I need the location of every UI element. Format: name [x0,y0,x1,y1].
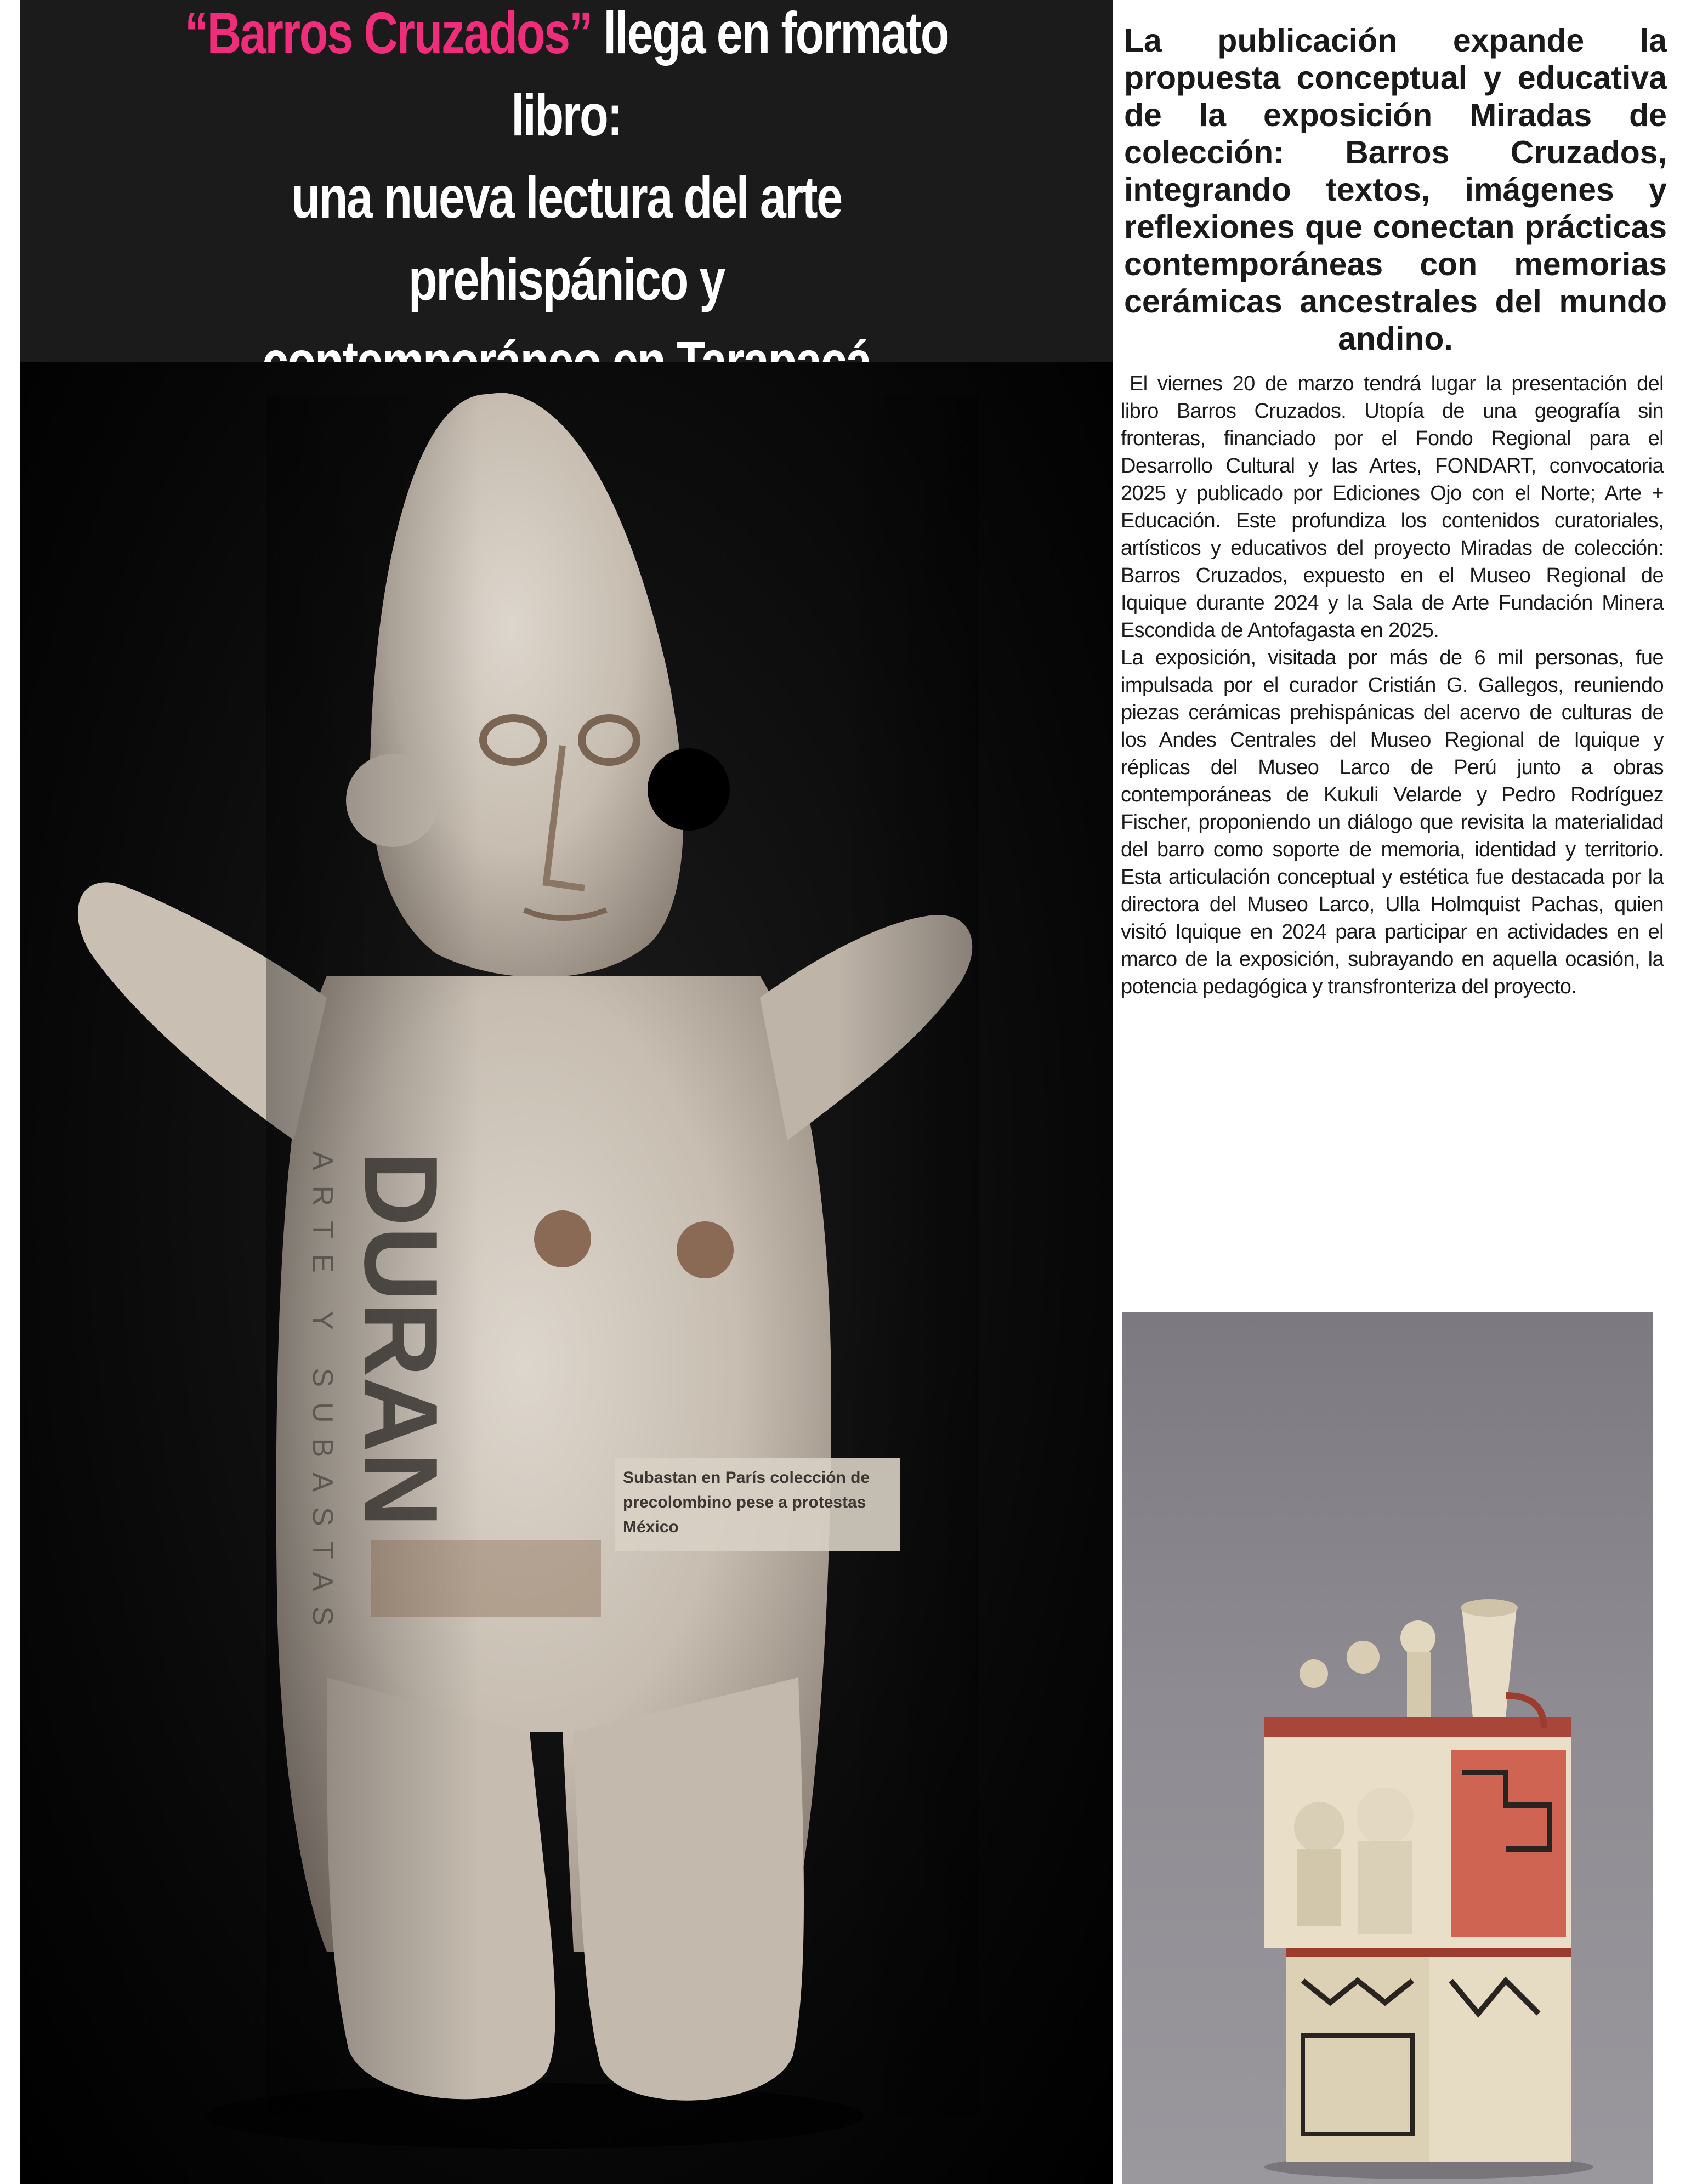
vessel-figure-2 [1357,1788,1414,1845]
vessel-spout-rim [1461,1599,1518,1617]
ceramic-figure-illustration [20,362,1113,2184]
vessel-figure-1 [1294,1802,1344,1852]
sculpture-clipping [615,1458,900,1551]
secondary-photo [1122,1312,1653,2184]
body-paragraph-2: La exposición, visitada por más de 6 mil personas, fue impulsada por el curador Cristián G. Gallegos, reuniendo piezas cerámicas prehispánicas del acervo de culturas de los Andes Centrales del Museo Regional de Iquique y réplicas del Museo Larco de Perú junto a obras contemporáneas de Kukuli Velarde y Pedro Rodríguez Fischer, proponiendo un diálogo que revisita la materialidad del barro como soporte de memoria, identidad y territorio. Esta articulación conceptual y estética fue destacada por la directora del Museo Larco, Ulla Holmquist Pachas, quien visitó Iquique en 2024 para participar en actividades en el marco de la exposición, subrayando en aquella ocasión, la potencia pedagógica y transfronteriza del proyecto. [1121,646,1664,998]
headline-block [20,0,1113,362]
body-paragraph-1: El viernes 20 de marzo tendrá lugar la presentación del libro Barros Cruzados. Utopía de una geografía sin fronteras, financiado por el Fondo Regional para el Desarrollo Cultural y las Artes, FONDART, convocatoria 2025 y publicado por Ediciones Ojo con el Norte; Arte + Educación. Este profundiza los contenidos curatoriales, artísticos y educativos del proyecto Miradas de colección: Barros Cruzados, expuesto en el Museo Regional de Iquique durante 2024 y la Sala de Arte Fundación Minera Escondida de Antofagasta en 2025. [1121,372,1664,642]
roof-figure-3 [1400,1620,1435,1656]
clipping-line-2: precolombino pese a protestas [623,1493,866,1511]
ceramic-vessel-illustration [1122,1312,1653,2184]
headline-line-2: una nueva lectura del arte prehispánico y [291,164,842,312]
deck-intro: La publicación expande la propuesta conceptual y educativa de la exposición Miradas de colección: Barros Cruzados, integrando textos, imágenes y reflexiones que conectan prácticas contemporáneas con memorias cerámicas ancestrales del mundo andino. [1124,22,1667,357]
roof-figure-2 [1347,1641,1380,1674]
vessel-spout [1462,1608,1517,1717]
sculpture-brand-text: DURAN [343,1151,459,1528]
figure-stain [371,1540,601,1617]
vessel-figure-1-body [1297,1849,1341,1926]
vessel-roof-band [1264,1717,1571,1737]
clipping-line-1: Subastan en París colección de [623,1469,870,1487]
vessel-figure-2-body [1358,1841,1412,1934]
headline-line-1: llega en formato libro: [511,0,949,148]
article-body [1121,370,1664,1000]
headline [129,0,1003,403]
roof-figure-1 [1300,1659,1328,1688]
clipping-line-3: México [623,1518,679,1536]
sculpture-tagline-text: ARTE Y SUBASTAS [307,1151,338,1641]
roof-figure-3-body [1407,1652,1431,1717]
headline-highlight: “Barros Cruzados” [184,0,592,66]
main-photo [20,362,1113,2184]
